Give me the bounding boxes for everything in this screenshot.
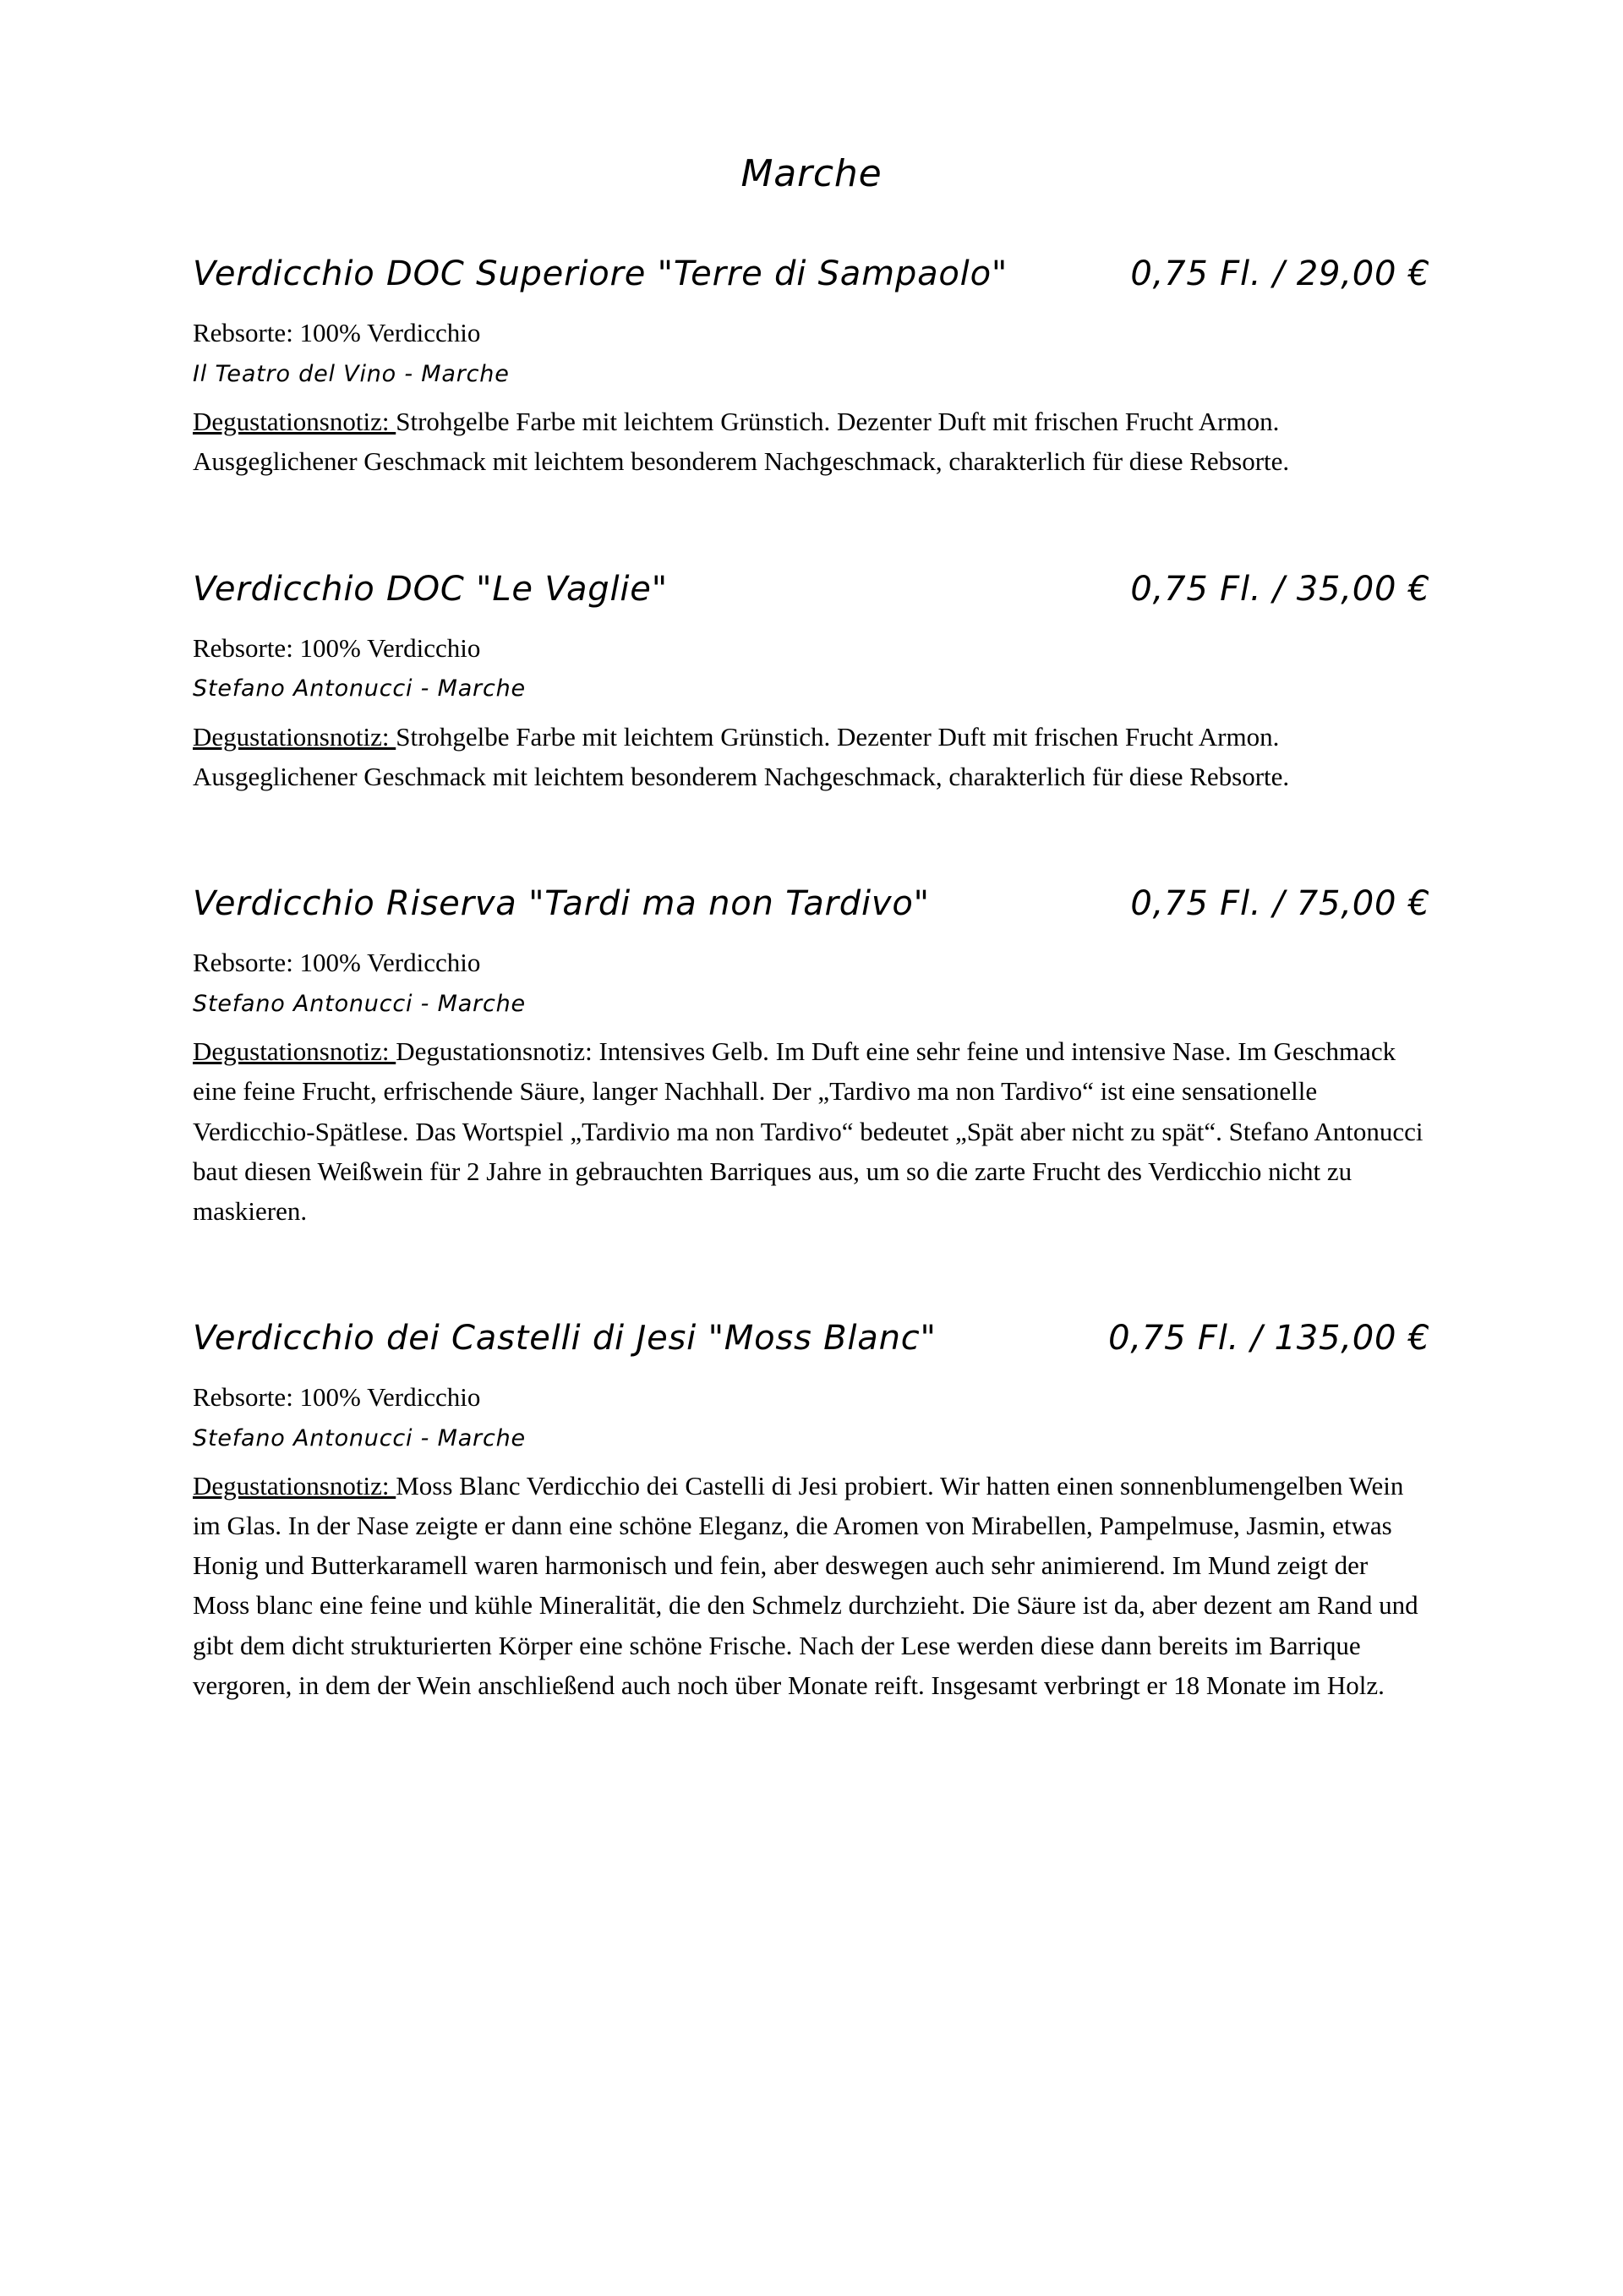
wine-winery: Stefano Antonucci - Marche — [193, 990, 526, 1017]
wine-price: 0,75 Fl. / 75,00 € — [1130, 884, 1430, 923]
wine-winery: Stefano Antonucci - Marche — [193, 1424, 526, 1451]
wine-price: 0,75 Fl. / 29,00 € — [1130, 254, 1430, 293]
wine-price: 0,75 Fl. / 35,00 € — [1130, 569, 1430, 609]
wine-winery: Il Teatro del Vino - Marche — [193, 360, 510, 387]
wine-header — [193, 570, 1430, 609]
wine-note — [193, 1466, 1430, 1705]
note-text: Degustationsnotiz: Intensives Gelb. Im Duft eine sehr feine und intensive Nase. Im Geschmack eine feine Frucht, erfrischende Säure, langer Nachhall. Der „Tardivo ma non Tardivo“ ist eine sensationelle Verdicchio-Spätlese. Das Wortspiel „Tardivio ma non Tardivo“ bedeutet „Spät aber nicht zu spät“. Stefano Antonucci baut diesen Weißwein für 2 Jahre in gebrauchten Barriques aus, um so die zarte Frucht des Verdicchio nicht zu maskieren. — [193, 1036, 1424, 1226]
note-label: Degustationsnotiz: — [193, 1471, 396, 1501]
wine-entry-tardi-ma-non-tardivo — [193, 884, 1430, 1231]
page-title: Marche — [740, 152, 883, 195]
wine-note — [193, 717, 1430, 796]
wine-header — [193, 1319, 1430, 1358]
wine-entry-le-vaglie — [193, 570, 1430, 797]
wine-name: Verdicchio dei Castelli di Jesi "Moss Blanc" — [193, 1318, 937, 1358]
wine-entry-terre-di-sampaolo — [193, 254, 1430, 482]
wine-note — [193, 1031, 1430, 1231]
wine-name: Verdicchio DOC Superiore "Terre di Sampaolo" — [193, 254, 1008, 293]
wine-grape: Rebsorte: 100% Verdicchio — [193, 632, 481, 663]
wine-note — [193, 402, 1430, 481]
note-label: Degustationsnotiz: — [193, 1036, 396, 1067]
wine-name: Verdicchio Riserva "Tardi ma non Tardivo" — [193, 884, 930, 923]
note-label: Degustationsnotiz: — [193, 721, 396, 752]
wine-winery: Stefano Antonucci - Marche — [193, 675, 526, 702]
wine-grape: Rebsorte: 100% Verdicchio — [193, 1381, 481, 1412]
wine-grape: Rebsorte: 100% Verdicchio — [193, 948, 481, 977]
wine-grape: Rebsorte: 100% Verdicchio — [193, 318, 481, 347]
note-text: Strohgelbe Farbe mit leichtem Grünstich. Dezenter Duft mit frischen Frucht Armon. Ausgeglichener Geschmack mit leichtem besonderem Nachgeschmack, charakterlich für diese Rebsorte. — [193, 721, 1290, 791]
wine-entry-moss-blanc — [193, 1319, 1430, 1705]
wine-header — [193, 884, 1430, 923]
wine-header — [193, 254, 1430, 293]
note-label: Degustationsnotiz: — [193, 407, 396, 437]
note-text: Moss Blanc Verdicchio dei Castelli di Jesi probiert. Wir hatten einen sonnenblumengelben Wein im Glas. In der Nase zeigte er dann eine schöne Eleganz, die Aromen von Mirabellen, Pampelmuse, Jasmin, etwas Honig und Butterkaramell waren harmonisch und fein, aber deswegen auch sehr animierend. Im Mund zeigt der Moss blanc eine feine und kühle Mineralität, die den Schmelz durchzieht. Die Säure ist da, aber dezent am Rand und gibt dem dicht strukturierten Körper eine schöne Frische. Nach der Lese werden diese dann bereits im Barrique vergoren, in dem der Wein anschließend auch noch über Monate reift. Insgesamt verbringt er 18 Monate im Holz. — [193, 1471, 1418, 1700]
wine-name: Verdicchio DOC "Le Vaglie" — [193, 569, 668, 609]
note-text: Strohgelbe Farbe mit leichtem Grünstich. Dezenter Duft mit frischen Frucht Armon. Ausgeglichener Geschmack mit leichtem besonderem Nachgeschmack, charakterlich für diese Rebsorte. — [193, 407, 1290, 477]
wine-price: 0,75 Fl. / 135,00 € — [1108, 1318, 1430, 1358]
